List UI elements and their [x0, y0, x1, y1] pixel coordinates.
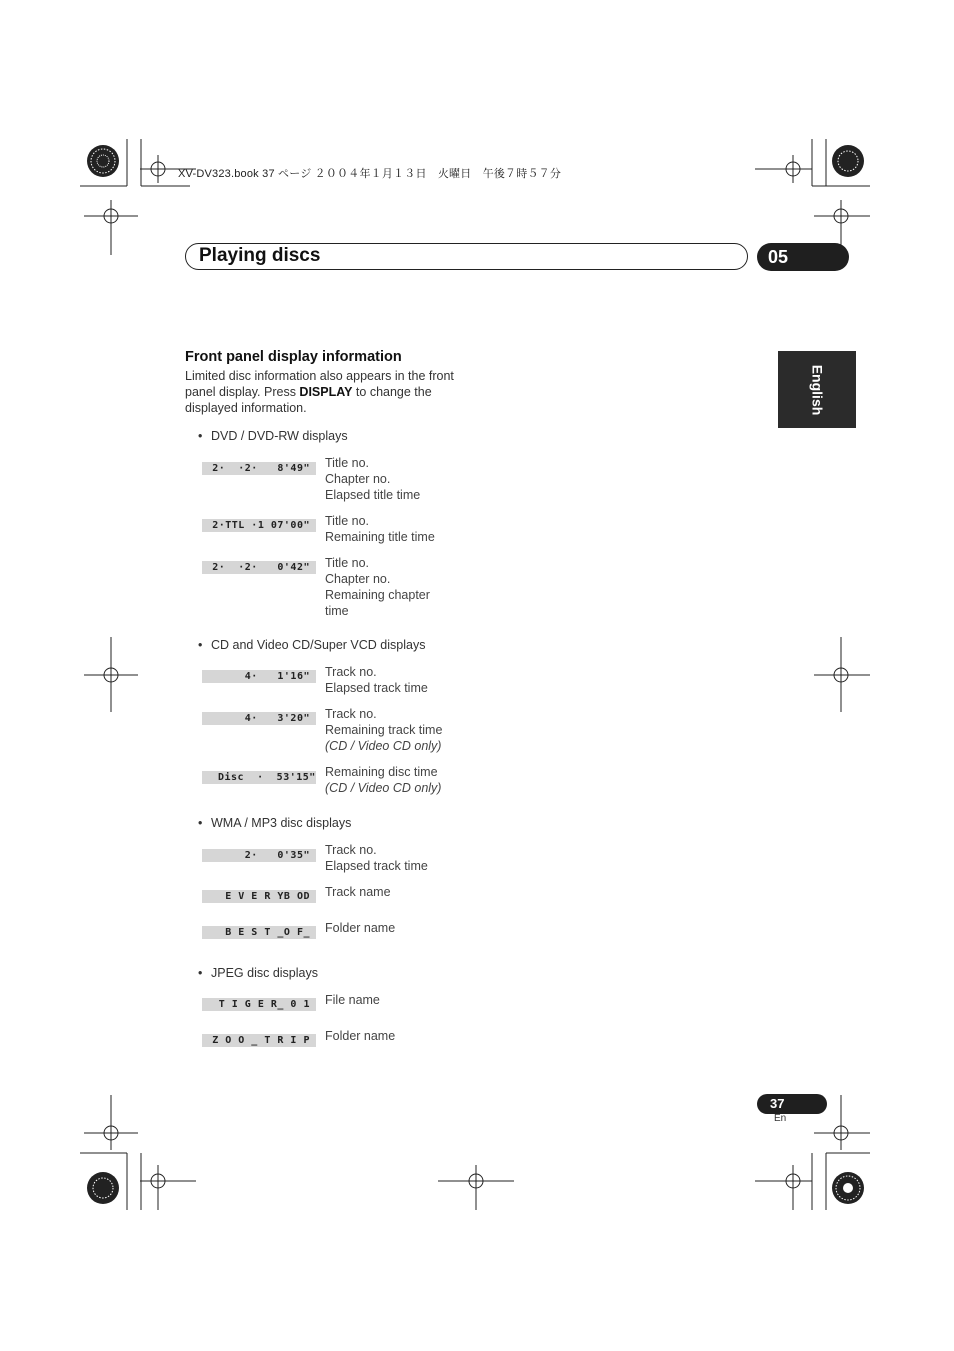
crosshair-mark [84, 200, 138, 255]
display-description [325, 706, 465, 754]
description-line: Chapter no. [325, 472, 391, 486]
description-line: Remaining disc time [325, 765, 438, 779]
description-line: Remaining track time [325, 723, 443, 737]
lcd-display: 2· ·2· 8'49" [202, 462, 316, 475]
print-meta: XV-DV323.book 37 ページ ２００４年１月１３日 火曜日 午後７時５７分 [178, 168, 562, 180]
crosshair-mark [755, 155, 812, 183]
page-number: 37 [770, 1096, 785, 1111]
page-title: Playing discs [199, 245, 321, 266]
description-line: Folder name [325, 1029, 396, 1043]
crosshair-mark [755, 1165, 812, 1210]
page-number-badge [757, 1094, 827, 1114]
bullet-cd-displays: • CD and Video CD/Super VCD displays [211, 638, 425, 652]
description-line: Elapsed title time [325, 488, 421, 502]
lcd-display: E V E R YB OD [202, 890, 316, 903]
lcd-display: 4· 3'20" [202, 712, 316, 725]
language-tab-label: English [809, 364, 825, 415]
section-heading: Front panel display information [185, 349, 402, 365]
display-description [325, 884, 465, 900]
description-line: Remaining chapter [325, 588, 430, 602]
display-button-label: DISPLAY [299, 385, 353, 399]
intro-text: Limited disc information also appears in the front panel display. Press [185, 369, 454, 399]
display-description [325, 842, 465, 874]
starburst-mark-tr [832, 145, 864, 177]
crosshair-mark [140, 1165, 196, 1210]
display-description [325, 1028, 465, 1044]
lcd-display: B E S T _O F_ [202, 926, 316, 939]
crosshair-mark [84, 1095, 138, 1150]
lcd-display: 2· 0'35" [202, 849, 316, 862]
display-description [325, 555, 465, 619]
display-description [325, 920, 465, 936]
description-line: (CD / Video CD only) [325, 739, 442, 753]
description-line: Title no. [325, 456, 370, 470]
description-line: Track no. [325, 665, 377, 679]
crosshair-mark [814, 637, 870, 712]
display-description [325, 992, 465, 1008]
description-line: Chapter no. [325, 572, 391, 586]
chapter-number: 05 [768, 247, 789, 267]
description-line: Title no. [325, 556, 370, 570]
description-line: Track no. [325, 843, 377, 857]
lcd-display: 2·TTL ·1 07'00" [202, 519, 316, 532]
page-language: En [774, 1113, 787, 1124]
description-line: time [325, 604, 349, 618]
description-line: Track name [325, 885, 391, 899]
description-line: Track no. [325, 707, 377, 721]
display-description [325, 664, 465, 696]
starburst-mark-br [832, 1172, 864, 1204]
bullet-jpeg-displays: • JPEG disc displays [211, 966, 318, 980]
crosshair-mark [438, 1165, 514, 1210]
bullet-dvd-displays: • DVD / DVD-RW displays [211, 429, 348, 443]
display-description [325, 764, 465, 796]
description-line: (CD / Video CD only) [325, 781, 442, 795]
intro-text-end: to change the displayed information. [185, 385, 432, 415]
language-tab-label-wrap [778, 351, 856, 428]
crosshair-mark [84, 637, 138, 712]
description-line: Title no. [325, 514, 370, 528]
display-description [325, 455, 465, 503]
intro-paragraph [185, 368, 475, 416]
starburst-mark-bl [87, 1172, 119, 1204]
lcd-display: Disc · 53'15" [202, 771, 316, 784]
description-line: Remaining title time [325, 530, 435, 544]
lcd-display: T I G E R_ 0 1 [202, 998, 316, 1011]
description-line: Elapsed track time [325, 681, 428, 695]
lcd-display: Z O O _ T R I P [202, 1034, 316, 1047]
description-line: Folder name [325, 921, 396, 935]
display-description [325, 513, 465, 545]
description-line: Elapsed track time [325, 859, 428, 873]
bullet-wma-mp3-displays: • WMA / MP3 disc displays [211, 816, 351, 830]
starburst-mark-tl [87, 145, 119, 177]
lcd-display: 2· ·2· 0'42" [202, 561, 316, 574]
lcd-display: 4· 1'16" [202, 670, 316, 683]
description-line: File name [325, 993, 380, 1007]
